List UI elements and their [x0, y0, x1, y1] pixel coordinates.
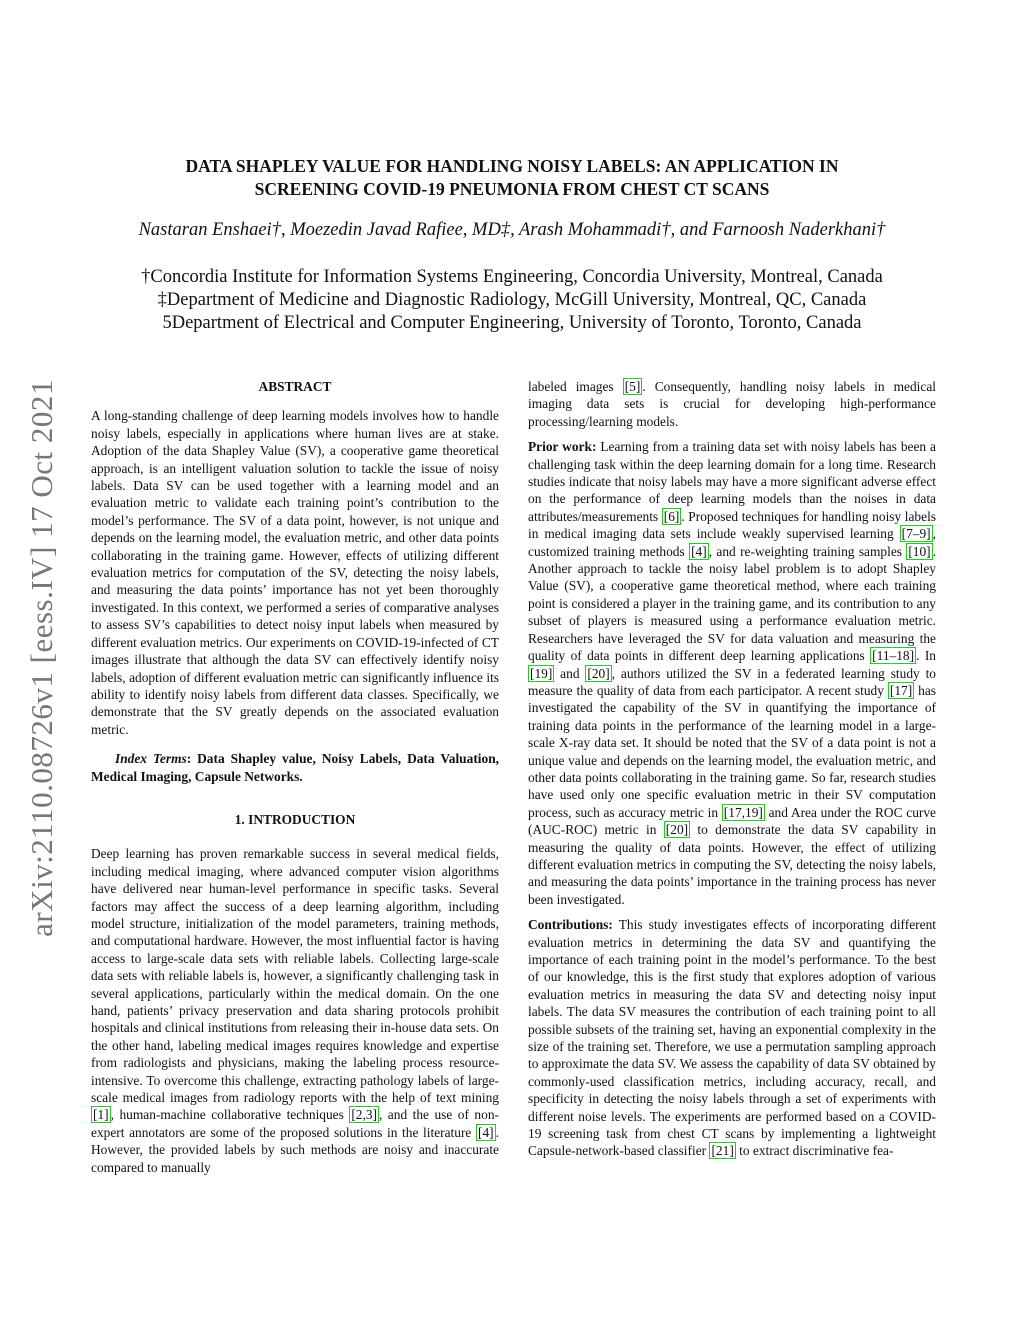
text: This study investigates effects of incorporating different evaluation metrics in determining the data SV and quantifying the importance of each training point in the model’s performance. To the best of our knowledge, this is the first study that explores adoption of various evaluation metrics in measuring the data SV and detecting noisy input labels. The data SV measures the contribution of each training point to all possible subsets of the training set, having an exponential complexity in the size of the training set. Therefore, we use a permutation sampling approach to approximate the data SV. We assess the capability of data SV obtained by commonly-used classification metrics, including accuracy, recall, and specificity in detecting the noisy labels through a set of experiments with different noise levels. The experiments are performed based on a COVID- 19 screening task from chest CT scans by implementing a lightweight Capsule-network-based classifier	[528, 917, 936, 1159]
citation-link[interactable]: [20]	[587, 665, 610, 681]
text: . However, the provided labels by such methods are noisy and inaccurate compared to manually	[91, 1124, 499, 1175]
intro-continuation	[528, 378, 936, 430]
citation-link[interactable]: [4]	[478, 1124, 494, 1140]
citation-link[interactable]: [5]	[624, 379, 641, 394]
affiliation: †Concordia Institute for Information Systems Engineering, Concordia University, Montreal, Canada	[141, 267, 883, 287]
index-terms-label: Index Terms	[115, 751, 187, 767]
text: , and re-weighting training samples	[708, 543, 907, 559]
contributions-label: Contributions:	[528, 917, 613, 933]
prior-work-paragraph	[528, 438, 936, 908]
left-column	[91, 378, 499, 1176]
citation-link[interactable]: [20]	[665, 822, 689, 838]
text: has investigated the capability of the SV in quantifying the importance of training data points in the performance of the learning model in a large-scale X-ray data set. It should be noted that the SV of a data point is not a unique value and depends on the learning model, the evaluation metric, and other data points collaborating in the training game. So far, research studies have used only one specific evaluation metric in their SV computation process, such as accuracy metric in	[528, 682, 936, 820]
text: . Consequently, handling noisy labels in medical imaging data sets is crucial for developing high-performance processing/learning models.	[528, 379, 936, 429]
section-heading-introduction: 1. INTRODUCTION	[234, 811, 356, 827]
affiliation: 5Department of Electrical and Computer Engineering, University of Toronto, Toronto, Canada	[162, 313, 862, 333]
paper-title	[100, 155, 924, 201]
text: , customized training methods	[528, 526, 936, 559]
text: and	[554, 665, 586, 681]
text: Learning from a training data set with noisy labels has been a challenging task within the deep learning domain for a long time. Research studies indicate that noisy labels may have a more significant adverse effect on the performance of deep learning models than the noises in data attributes/measurements	[528, 439, 936, 524]
index-terms-text: : Data Shapley value, Noisy Labels, Data Valuation, Medical Imaging, Capsule Networks.	[91, 751, 499, 784]
citation-link[interactable]: [11–18]	[872, 648, 915, 664]
citation-link[interactable]: [19]	[530, 665, 553, 681]
citation-link[interactable]: [6]	[663, 508, 680, 524]
index-terms	[91, 750, 499, 785]
text: . In	[916, 648, 936, 664]
text: labeled images	[528, 379, 623, 394]
arxiv-identifier: arXiv:2110.08726v1 [eess.IV] 17 Oct 2021	[24, 379, 59, 937]
prior-work-label: Prior work:	[528, 439, 597, 455]
text: , authors utilized the SV in a federated learning study to measure the quality of data from each participator. A recent study	[528, 665, 937, 698]
citation-link[interactable]: [7–9]	[901, 526, 931, 542]
text: and Area under the ROC curve (AUC-ROC) metric in	[528, 804, 936, 838]
affiliation: ‡Department of Medicine and Diagnostic Radiology, McGill University, Montreal, QC, Canada	[157, 290, 867, 310]
author-list: Nastaran Enshaei†, Moezedin Javad Rafiee, MD‡, Arash Mohammadi†, and Farnoosh Naderkhani†	[138, 220, 886, 240]
text: . Another approach to tackle the noisy label problem is to adopt Shapley Value (SV), a cooperative game theoretical method, where each training point is considered a player in the training game, and its contribution to any subset of players is measured using a performance evaluation metric. Researchers have leveraged the SV for data valuation and measuring the quality of data points in different deep learning applications	[528, 543, 936, 664]
right-column	[528, 378, 936, 1160]
abstract-heading: ABSTRACT	[258, 379, 332, 394]
citation-link[interactable]: [10]	[908, 543, 931, 559]
citation-link[interactable]: [17,19]	[723, 804, 763, 820]
intro-paragraph	[91, 845, 499, 1176]
title-line: SCREENING COVID-19 PNEUMONIA FROM CHEST CT SCANS	[254, 179, 770, 199]
text: Deep learning has proven remarkable success in several medical fields, including medical imaging, where advanced computer vision algorithms have delivered near human-level performance in specific tasks. Several factors may affect the success of a deep learning algorithm, including model structure, initialization of the model parameters, training methods, and computational hardware. However, the most influential factor is having access to large-scale data sets with reliable labels. Collecting large-scale data sets with reliable labels is, however, a significantly challenging task in several applications, particularly within the medical domain. On the one hand, patients’ privacy preservation and data sharing protocols prohibit hospitals and clinical institutions from releasing their in-house data sets. On the other hand, labeling medical images requires knowledge and expertise from radiologists and physicians, making the labeling process resource-intensive. To overcome this challenge, extracting pathology labels of large-scale medical images from radiology reports with the help of text mining	[91, 846, 499, 1106]
abstract-text: A long-standing challenge of deep learning models involves how to handle noisy labels, especially in applications where human lives are at stake. Adoption of the data Shapley Value (SV), a cooperative game theoretical approach, is an intelligent valuation solution to tackle the issue of noisy labels. Data SV can be used together with a learning model and an evaluation metric to validate each training point’s contribution to the model’s performance. The SV of a data point, however, is not unique and depends on the learning model, the evaluation metric, and other data points collaborating in the training game. However, effects of utilizing different evaluation metrics for computation of the SV, detecting the noisy labels, and measuring the data points’ importance has not yet been thoroughly investigated. In this context, we performed a series of comparative analyses to assess SV’s capabilities to detect noisy input labels when measured by different evaluation metrics. Our experiments on COVID-19-infected of CT images illustrate that although the data SV can effectively identify noisy labels, adoption of different evaluation metric can significantly influence its ability to identify noisy labels from different data classes. Specifically, we demonstrate that the SV greatly depends on the associated evaluation metric.	[91, 408, 499, 737]
contributions-paragraph	[528, 916, 936, 1160]
citation-link[interactable]: [4]	[691, 543, 707, 559]
text: to extract discriminative fea-	[735, 1143, 894, 1159]
title-line: DATA SHAPLEY VALUE FOR HANDLING NOISY LABELS: AN APPLICATION IN	[185, 156, 839, 176]
text: to demonstrate the data SV capability in measuring the quality of data points. However, the effect of utilizing different evaluation metrics in computing the SV, detecting the noisy labels, and measuring the data points’ importance in the training process has never been investigated.	[528, 822, 937, 907]
citation-link[interactable]: [21]	[711, 1143, 734, 1159]
citation-link[interactable]: [17]	[889, 682, 913, 698]
affiliations	[60, 266, 964, 335]
citation-link[interactable]: [1]	[93, 1107, 109, 1123]
text: , human-machine collaborative techniques	[110, 1107, 350, 1123]
citation-link[interactable]: [2,3]	[351, 1107, 377, 1123]
text: . Proposed techniques for handling noisy labels in medical imaging data sets include weakly supervised learning	[528, 508, 937, 542]
text: , and the use of non-expert annotators are some of the proposed solutions in the literature	[91, 1107, 499, 1140]
